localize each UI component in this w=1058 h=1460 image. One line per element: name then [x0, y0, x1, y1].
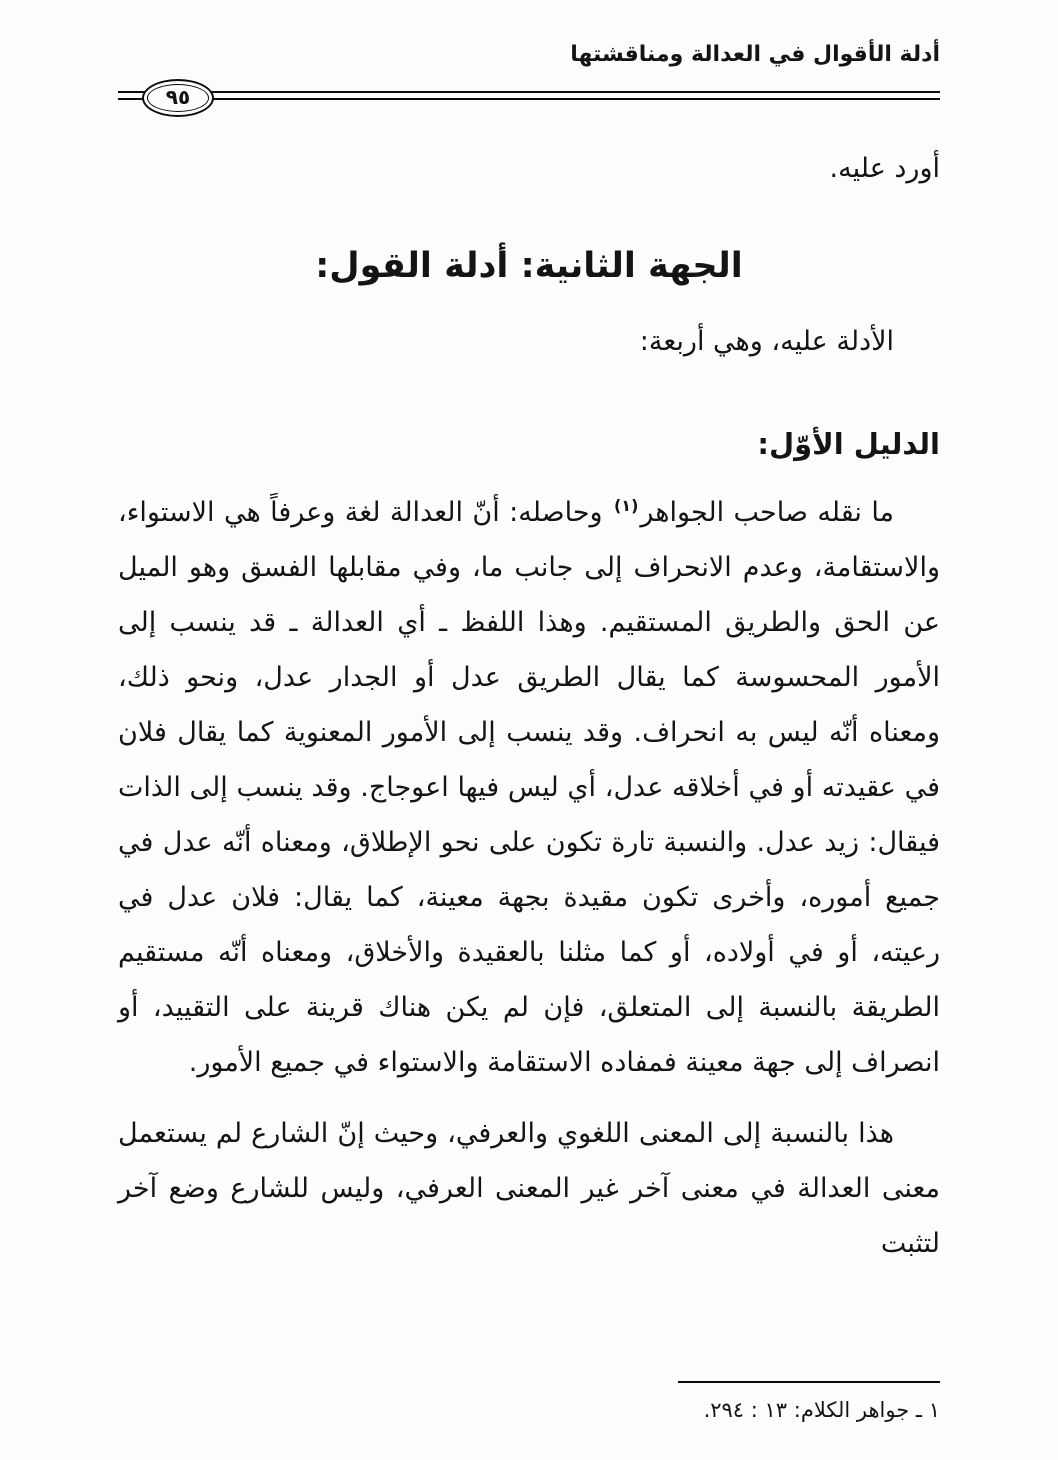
- paragraph-text: وحاصله: أنّ العدالة لغة وعرفاً هي الاستواء، والاستقامة، وعدم الانحراف إلى جانب ما، وفي مقابلها الفسق وهو الميل عن الحق والطريق المستقيم. وهذا اللفظ ـ أي العدالة ـ قد ينسب إلى الأمور المحسوسة كما يقال الطريق عدل أو الجدار عدل، ونحو ذلك، ومعناه أنّه ليس به انحراف. وقد ينسب إلى الأمور المعنوية كما يقال فلان في عقيدته أو في أخلاقه عدل، أي ليس فيها اعوجاج. وقد ينسب إلى الذات فيقال: زيد عدل. والنسبة تارة تكون على نحو الإطلاق، ومعناه أنّه عدل في جميع أموره، وأخرى تكون مقيدة بجهة معينة، كما يقال: فلان عدل في رعيته، أو في أولاده، أو كما مثلنا بالعقيدة والأخلاق، ومعناه أنّه مستقيم الطريقة بالنسبة إلى المتعلق، فإن لم يكن هناك قرينة على التقييد، أو انصراف إلى جهة معينة فمفاده الاستقامة والاستواء في جميع الأمور.: [118, 497, 940, 1079]
- footnote-marker: (١): [613, 496, 639, 516]
- intro-line: أورد عليه.: [829, 153, 940, 184]
- footnote-area: [118, 1381, 940, 1427]
- footnote-text: ١ ـ جواهر الكلام: ١٣ : ٢٩٤.: [703, 1397, 940, 1422]
- page-number-ornament: [142, 79, 214, 117]
- paragraph-text: ما نقله صاحب الجواهر: [640, 497, 895, 529]
- header-ornament: [118, 79, 940, 117]
- header-double-rule: [118, 91, 940, 100]
- body-paragraph-2: هذا بالنسبة إلى المعنى اللغوي والعرفي، وحيث إنّ الشارع لم يستعمل معنى العدالة في معنى آخر غير المعنى العرفي، وليس للشارع وضع آخر لتثبت: [118, 1118, 940, 1260]
- body-paragraph-1: [118, 485, 940, 1090]
- running-title: أدلة الأقوال في العدالة ومناقشتها: [570, 42, 940, 67]
- subsection-heading: الدليل الأوّل:: [757, 427, 940, 462]
- section-subtitle: الأدلة عليه، وهي أربعة:: [639, 326, 894, 358]
- section-heading: الجهة الثانية: أدلة القول:: [315, 246, 743, 287]
- page-number: ٩٥: [165, 85, 191, 109]
- footnote-separator-rule: [678, 1381, 940, 1383]
